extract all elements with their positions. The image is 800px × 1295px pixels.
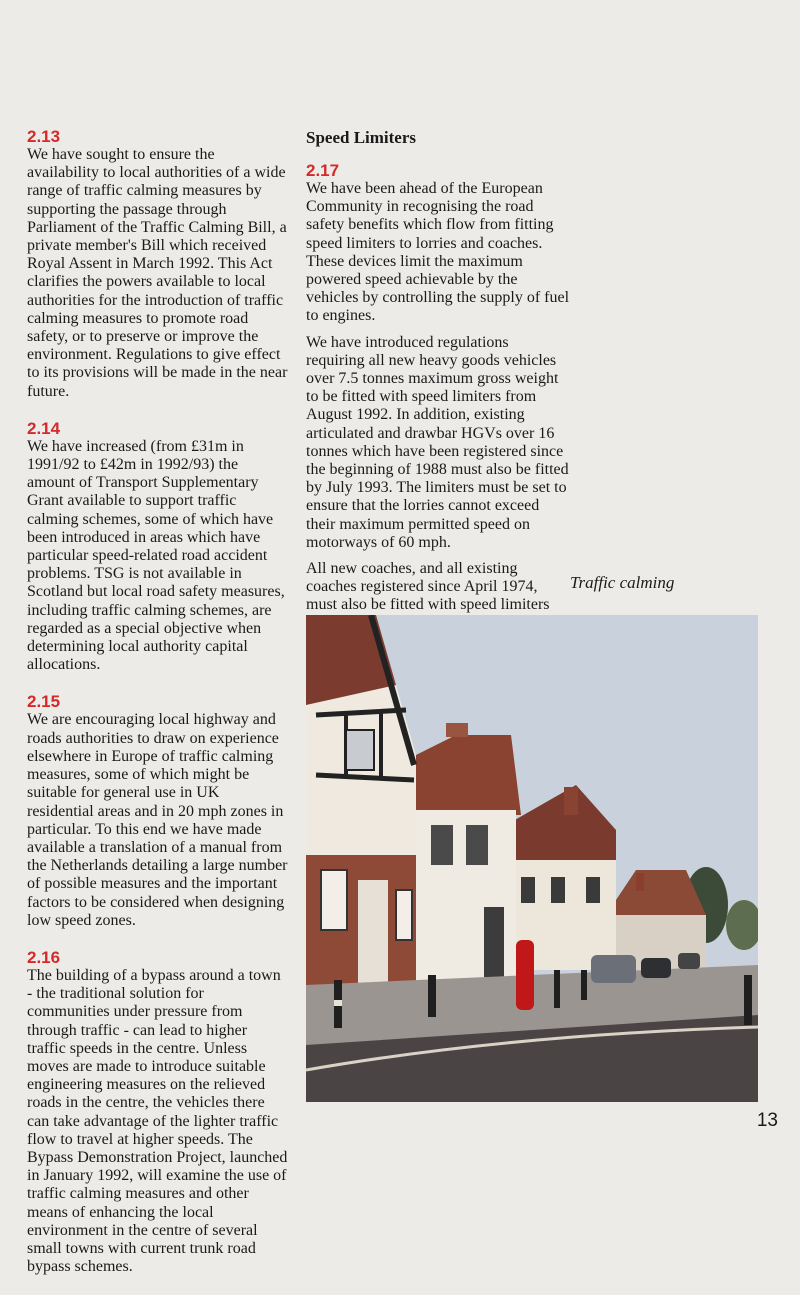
- section-text: We are encouraging local highway and roads authorities to draw on experience elsewhere in Europe of traffic calming measures, some of which might be suitable for general use in UK residential areas and in 20 mph zones in particular. To this end we have made available a translation of a manual from the Netherlands detailing a large number of possible measures and the important factors to be considered when designing low speed zones.: [27, 711, 288, 929]
- section-2-16: [27, 949, 289, 1276]
- section-2-13: [27, 128, 289, 401]
- section-number: 2.16: [27, 947, 61, 967]
- section-number: 2.13: [27, 127, 61, 146]
- section-text: The building of a bypass around a town - the traditional solution for communities under pressure from through traffic - can lead to higher traffic speeds in the centre. Unless moves are made to introduce suitable engineering measures on the relieved roads in the centre, the vehicles there can take advantage of the lighter traffic flow to travel at higher speeds. The Bypass Demonstration Project, launched in January 1992, will examine the use of traffic calming measures and other means of enhancing the local environment in the centre of several small towns with current trunk road bypass schemes.: [27, 966, 288, 1276]
- section-heading: Speed Limiters: [306, 128, 417, 147]
- section-2-15: [27, 693, 289, 929]
- section-text: We have increased (from £31m in 1991/92 to £42m in 1992/93) the amount of Transport Supplementary Grant available to support traffic calming schemes, some of which have been introduced in areas which have particular speed-related road accident problems. TSG is not available in Scotland but local road safety measures, including traffic calming schemes, are regarded as a special objective when determining local authority capital allocations.: [27, 437, 285, 674]
- paragraph: We have introduced regulations requiring all new heavy goods vehicles over 7.5 tonnes maximum gross weight to be fitted with speed limiters from August 1992. In addition, existing articulated and drawbar HGVs over 16 tonnes which have been registered since the beginning of 1988 must also be fitted by July 1993. The limiters must be set to ensure that the lorries cannot exceed their maximum permitted speed on motorways of 60 mph.: [306, 333, 569, 551]
- section-number: 2.15: [27, 692, 61, 712]
- left-column: [27, 128, 289, 1295]
- paragraph: We have been ahead of the European Community in recognising the road safety benefits which flow from fitting speed limiters to lorries and coaches. These devices limit the maximum powered speed achievable by the vehicles by controlling the supply of fuel to engines.: [306, 180, 570, 325]
- page-number: 13: [756, 1110, 778, 1131]
- paragraph: All new coaches, and all existing coaches registered since April 1974, must also be fitted with speed limiters: [306, 560, 550, 614]
- section-2-14: [27, 420, 289, 675]
- photo-caption: Traffic calming: [570, 573, 675, 592]
- street-photo: [306, 615, 758, 1102]
- section-number: 2.17: [306, 161, 340, 180]
- section-text: We have sought to ensure the availability to local authorities of a wide range of traffic calming measures by supporting the passage through Parliament of the Traffic Calming Bill, a private member's Bill which received Royal Assent in March 1992. This Act clarifies the powers available to local authorities for the introduction of traffic calming measures to promote road safety, or to preserve or improve the environment. Regulations to give effect to its provisions will be made in the near future.: [27, 146, 288, 400]
- section-number: 2.14: [27, 418, 61, 438]
